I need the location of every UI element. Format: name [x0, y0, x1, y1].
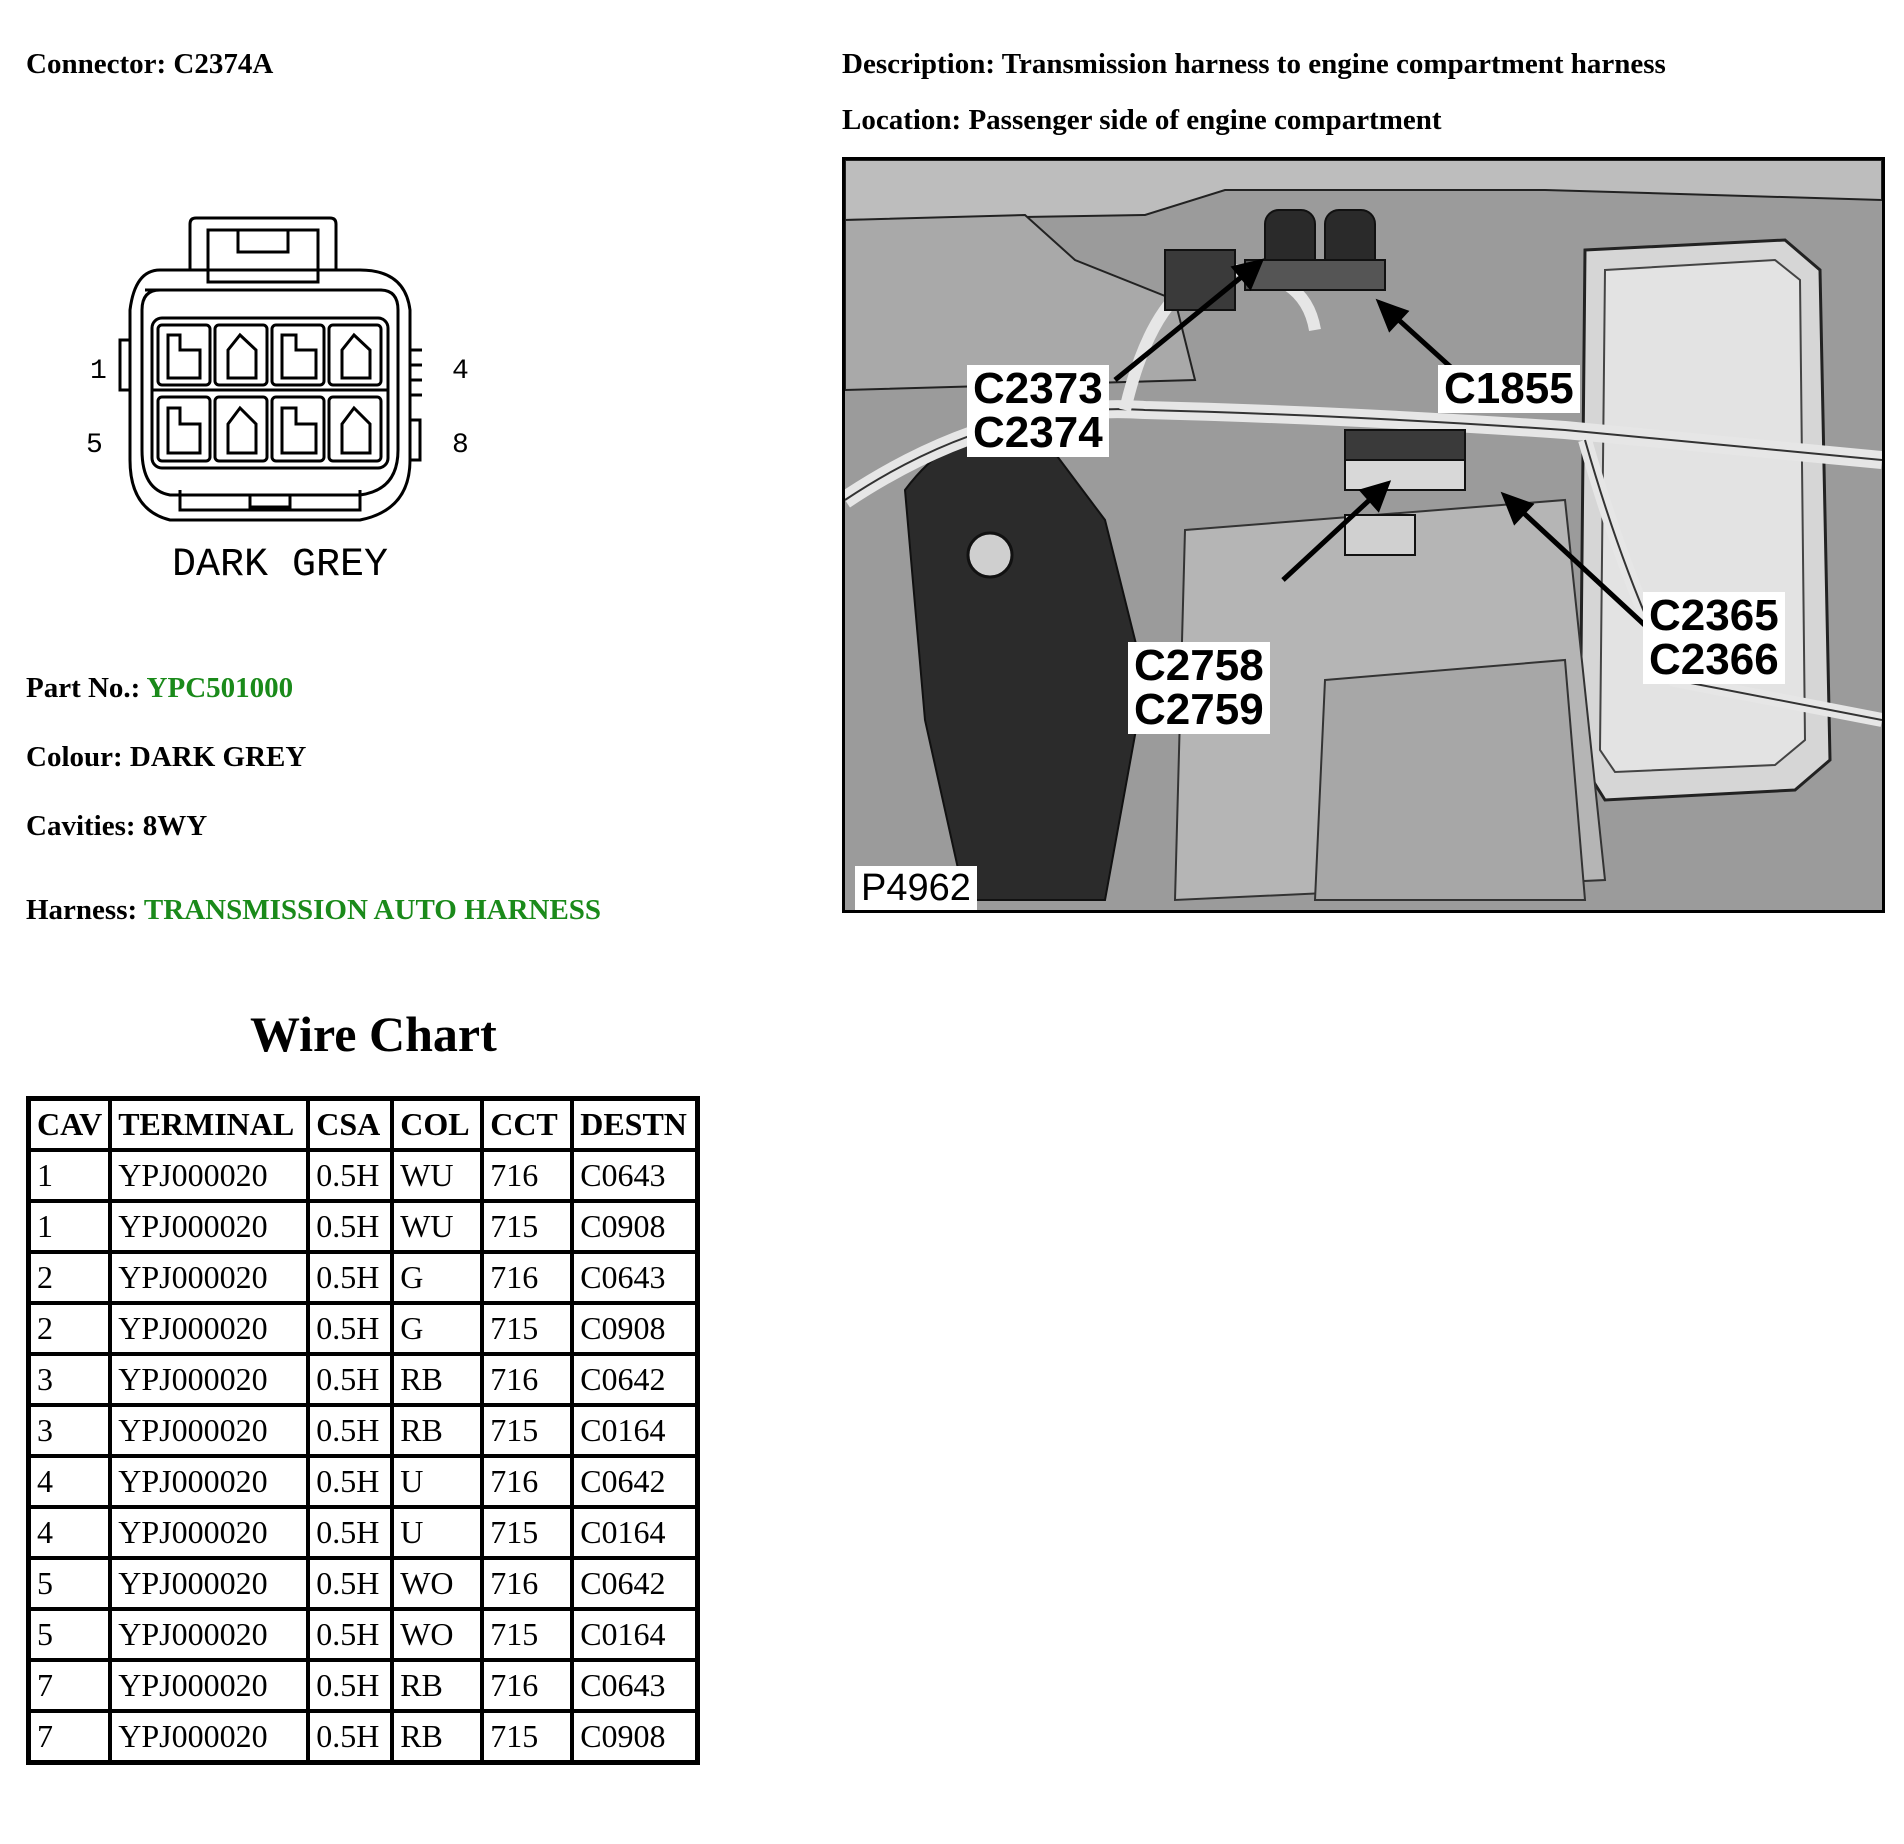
table-cell: 715 [482, 1507, 572, 1558]
table-cell: 0.5H [308, 1558, 392, 1609]
connector-value: C2374A [173, 48, 274, 80]
location-value: Passenger side of engine compartment [968, 104, 1442, 136]
table-cell: YPJ000020 [110, 1507, 308, 1558]
connector-line [26, 48, 273, 81]
wire-chart-title: Wire Chart [250, 1006, 497, 1062]
location-label: Location: [842, 104, 962, 136]
table-cell: YPJ000020 [110, 1405, 308, 1456]
table-cell: C0164 [572, 1507, 697, 1558]
table-cell: YPJ000020 [110, 1252, 308, 1303]
table-row [29, 1252, 698, 1303]
table-cell: 4 [29, 1456, 111, 1507]
cavities-line [26, 810, 207, 843]
column-header: COL [392, 1099, 482, 1151]
table-cell: 0.5H [308, 1456, 392, 1507]
table-cell: C0642 [572, 1558, 697, 1609]
table-header-row [29, 1099, 698, 1151]
table-cell: 715 [482, 1303, 572, 1354]
harness-line [26, 894, 601, 927]
table-cell: 0.5H [308, 1609, 392, 1660]
table-cell: YPJ000020 [110, 1609, 308, 1660]
table-cell: 5 [29, 1609, 111, 1660]
table-cell: YPJ000020 [110, 1456, 308, 1507]
harness-value: TRANSMISSION AUTO HARNESS [143, 894, 602, 926]
wire-chart-table [26, 1096, 700, 1765]
part-no-line [26, 672, 293, 705]
colour-label: Colour: [26, 741, 123, 773]
table-cell: 0.5H [308, 1405, 392, 1456]
table-cell: 0.5H [308, 1660, 392, 1711]
table-row [29, 1456, 698, 1507]
colour-line [26, 741, 306, 774]
table-cell: 0.5H [308, 1150, 392, 1201]
table-cell: 0.5H [308, 1354, 392, 1405]
table-cell: YPJ000020 [110, 1150, 308, 1201]
colour-caption: DARK GREY [171, 543, 389, 588]
cavities-value: 8WY [142, 810, 208, 842]
table-cell: 0.5H [308, 1303, 392, 1354]
table-cell: 0.5H [308, 1507, 392, 1558]
table-cell: YPJ000020 [110, 1303, 308, 1354]
table-cell: RB [392, 1660, 482, 1711]
table-cell: YPJ000020 [110, 1201, 308, 1252]
connector-label: Connector: [26, 48, 167, 80]
table-cell: 1 [29, 1150, 111, 1201]
table-cell: C0643 [572, 1660, 697, 1711]
part-no-value: YPC501000 [146, 672, 294, 704]
table-cell: WO [392, 1558, 482, 1609]
table-cell: YPJ000020 [110, 1711, 308, 1763]
harness-label: Harness: [26, 894, 138, 926]
table-row [29, 1150, 698, 1201]
pin-label-8: 8 [452, 430, 469, 461]
table-cell: YPJ000020 [110, 1660, 308, 1711]
table-row [29, 1303, 698, 1354]
table-cell: U [392, 1456, 482, 1507]
table-row [29, 1201, 698, 1252]
cavities-label: Cavities: [26, 810, 136, 842]
table-cell: 715 [482, 1711, 572, 1763]
table-cell: 0.5H [308, 1252, 392, 1303]
table-cell: C0908 [572, 1201, 697, 1252]
column-header: CCT [482, 1099, 572, 1151]
description-value: Transmission harness to engine compartment harness [1001, 48, 1666, 80]
table-cell: WU [392, 1150, 482, 1201]
column-header: DESTN [572, 1099, 697, 1151]
table-cell: C0164 [572, 1609, 697, 1660]
table-cell: C0642 [572, 1456, 697, 1507]
table-row [29, 1609, 698, 1660]
table-cell: C0643 [572, 1150, 697, 1201]
table-cell: 715 [482, 1201, 572, 1252]
table-cell: 716 [482, 1354, 572, 1405]
engine-compartment-illustration [845, 160, 1882, 910]
table-cell: 2 [29, 1303, 111, 1354]
table-cell: RB [392, 1405, 482, 1456]
table-cell: 3 [29, 1354, 111, 1405]
table-cell: 0.5H [308, 1711, 392, 1763]
pin-label-1: 1 [90, 356, 107, 387]
wire-chart-body [29, 1150, 698, 1763]
colour-value: DARK GREY [129, 741, 307, 773]
table-row [29, 1405, 698, 1456]
callout-c2365-c2366: C2365 C2366 [1643, 592, 1785, 684]
table-cell: C0642 [572, 1354, 697, 1405]
table-cell: 715 [482, 1405, 572, 1456]
table-cell: RB [392, 1711, 482, 1763]
table-row [29, 1660, 698, 1711]
table-cell: YPJ000020 [110, 1558, 308, 1609]
table-cell: C0908 [572, 1711, 697, 1763]
table-cell: C0643 [572, 1252, 697, 1303]
column-header: CSA [308, 1099, 392, 1151]
location-line [842, 104, 1442, 137]
cavity-grid [158, 325, 381, 461]
table-cell: 1 [29, 1201, 111, 1252]
description-line [842, 48, 1666, 81]
pin-label-5: 5 [86, 430, 103, 461]
table-cell: YPJ000020 [110, 1354, 308, 1405]
table-row [29, 1711, 698, 1763]
table-row [29, 1558, 698, 1609]
table-cell: 7 [29, 1660, 111, 1711]
table-cell: 0.5H [308, 1201, 392, 1252]
table-cell: 2 [29, 1252, 111, 1303]
description-label: Description: [842, 48, 996, 80]
table-cell: C0908 [572, 1303, 697, 1354]
column-header: CAV [29, 1099, 111, 1151]
table-cell: 716 [482, 1150, 572, 1201]
table-cell: C0164 [572, 1405, 697, 1456]
table-row [29, 1354, 698, 1405]
table-cell: WU [392, 1201, 482, 1252]
connector-face-diagram [60, 190, 500, 610]
table-cell: G [392, 1303, 482, 1354]
callout-c1855: C1855 [1438, 365, 1580, 413]
photo-id-label: P4962 [855, 866, 977, 910]
location-photo [842, 157, 1885, 913]
table-cell: U [392, 1507, 482, 1558]
table-cell: 3 [29, 1405, 111, 1456]
table-row [29, 1507, 698, 1558]
table-cell: 716 [482, 1660, 572, 1711]
table-cell: 5 [29, 1558, 111, 1609]
pin-label-4: 4 [452, 356, 469, 387]
table-cell: 7 [29, 1711, 111, 1763]
table-cell: 716 [482, 1252, 572, 1303]
table-cell: 716 [482, 1456, 572, 1507]
table-cell: RB [392, 1354, 482, 1405]
table-cell: 716 [482, 1558, 572, 1609]
column-header: TERMINAL [110, 1099, 308, 1151]
table-cell: 4 [29, 1507, 111, 1558]
table-cell: WO [392, 1609, 482, 1660]
table-cell: 715 [482, 1609, 572, 1660]
callout-c2373-c2374: C2373 C2374 [967, 365, 1109, 457]
part-no-label: Part No.: [26, 672, 141, 704]
table-cell: G [392, 1252, 482, 1303]
callout-c2758-c2759: C2758 C2759 [1128, 642, 1270, 734]
